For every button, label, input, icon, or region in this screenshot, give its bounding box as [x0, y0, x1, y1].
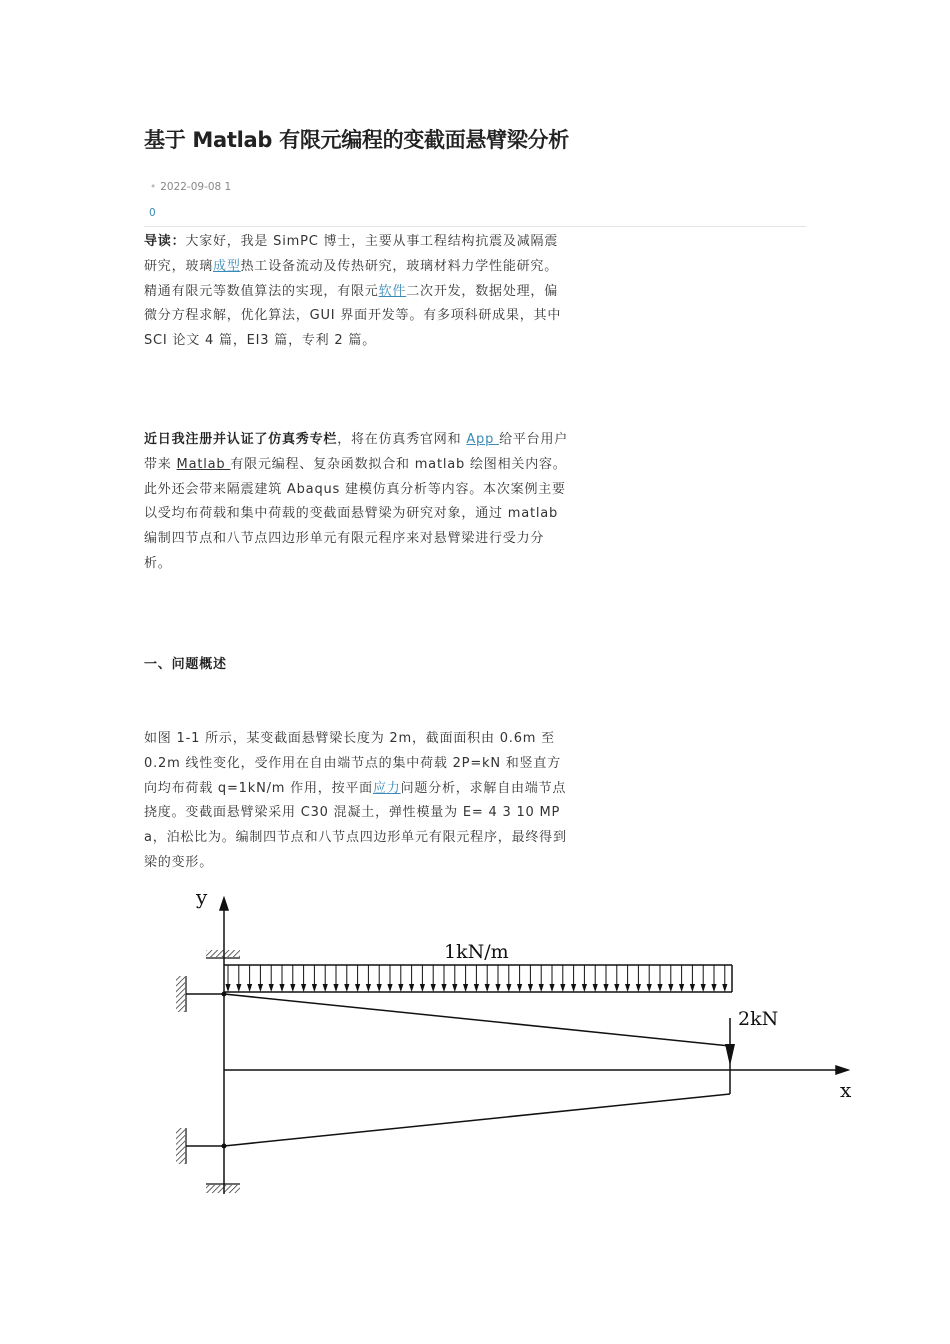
- point-load-arrowhead: [725, 1044, 735, 1066]
- load-arrow-head: [549, 984, 554, 992]
- load-arrow-head: [485, 984, 490, 992]
- section-heading: 一、问题概述: [144, 657, 227, 672]
- column-bold: 近日我注册并认证了仿真秀专栏: [144, 432, 338, 447]
- load-arrow-head: [344, 984, 349, 992]
- load-arrow-head: [668, 984, 673, 992]
- load-arrow-head: [355, 984, 360, 992]
- load-arrow-head: [258, 984, 263, 992]
- problem-text-2: 问题分析，求解自由端节点挠度。变截面悬臂梁采用 C30 混凝土，弹性模量为 E= 4 3 10 MPa，泊松比为。编制四节点和八节点四边形单元有限元程序，最终得到梁的变形。: [144, 780, 567, 870]
- load-arrow-head: [603, 984, 608, 992]
- beam-bottom-edge: [224, 1094, 730, 1146]
- link-stress[interactable]: 应力: [372, 780, 401, 796]
- publish-date: 2022-09-08 1: [160, 181, 232, 193]
- load-arrow-head: [312, 984, 317, 992]
- load-arrow-head: [679, 984, 684, 992]
- dist-load-label: 1kN/m: [444, 941, 509, 963]
- support-hatch-top: [206, 950, 240, 957]
- load-arrow-head: [582, 984, 587, 992]
- problem-text-1: 如图 1-1 所示，某变截面悬臂梁长度为 2m，截面面积由 0.6m 至 0.2m 线性变化，受作用在自由端节点的集中荷载 2P=kN 和竖直方向均布荷载 q=1kN/m 作用，按平面: [144, 731, 561, 796]
- view-count[interactable]: 0: [149, 207, 156, 219]
- load-arrow-head: [636, 984, 641, 992]
- load-arrow-head: [474, 984, 479, 992]
- support-hatch-left-lower: [176, 1128, 185, 1164]
- load-arrow-head: [625, 984, 630, 992]
- load-arrow-head: [614, 984, 619, 992]
- support-hatch-bottom: [206, 1185, 240, 1193]
- bullet-icon: •: [150, 181, 157, 193]
- load-arrow-head: [333, 984, 338, 992]
- load-arrow-head: [722, 984, 727, 992]
- intro-label: 导读：: [144, 234, 186, 249]
- link-forming[interactable]: 成型: [213, 258, 241, 274]
- y-axis-label: y: [196, 885, 208, 909]
- load-arrow-head: [506, 984, 511, 992]
- load-arrow-head: [387, 984, 392, 992]
- divider: [144, 226, 806, 227]
- column-text-3: 有限元编程、复杂函数拟合和 matlab 绘图相关内容。此外还会带来隔震建筑 Abaqus 建模仿真分析等内容。本次案例主要以受均布荷载和集中荷载的变截面悬臂梁为研究对象，通过 matlab 编制四节点和八节点四边形单元有限元程序来对悬臂梁进行受力分析。: [144, 456, 567, 571]
- load-arrow-head: [301, 984, 306, 992]
- load-arrow-head: [420, 984, 425, 992]
- load-arrow-head: [647, 984, 652, 992]
- y-axis-arrow: [220, 898, 228, 910]
- load-arrow-head: [409, 984, 414, 992]
- load-arrow-head: [225, 984, 230, 992]
- intro-text-3: 二次开发，数据处理，偏微分方程求解，优化算法，GUI 界面开发等。有多项科研成果，其中 SCI 论文 4 篇，EI3 篇，专利 2 篇。: [144, 283, 562, 349]
- intro-paragraph: [144, 230, 569, 354]
- x-axis-label: x: [840, 1078, 852, 1102]
- load-arrow-head: [323, 984, 328, 992]
- load-arrow-head: [539, 984, 544, 992]
- node-bottom: [222, 1144, 227, 1149]
- article-title: 基于 Matlab 有限元编程的变截面悬臂梁分析: [144, 128, 569, 152]
- column-paragraph: [144, 428, 569, 577]
- load-arrow-head: [593, 984, 598, 992]
- load-arrow-head: [247, 984, 252, 992]
- support-hatch-left-upper: [176, 976, 185, 1012]
- intro-text-2: 热工设备流动及传热研究，玻璃材料力学性能研究。精通有限元等数值算法的实现，有限元: [144, 258, 559, 299]
- beam-top-edge: [224, 994, 730, 1046]
- problem-paragraph: [144, 727, 569, 876]
- load-arrow-head: [290, 984, 295, 992]
- load-arrow-head: [441, 984, 446, 992]
- beam-figure: [170, 884, 860, 1202]
- link-software[interactable]: 软件: [378, 283, 407, 299]
- load-arrow-head: [431, 984, 436, 992]
- column-text-1: ，将在仿真秀官网和: [337, 432, 467, 447]
- load-arrow-head: [571, 984, 576, 992]
- load-arrow-head: [517, 984, 522, 992]
- column-text-2: 给平台用户带来: [144, 432, 569, 472]
- article-meta: [150, 181, 231, 193]
- load-arrow-head: [560, 984, 565, 992]
- load-arrow-head: [711, 984, 716, 992]
- load-arrow-head: [452, 984, 457, 992]
- load-arrow-head: [366, 984, 371, 992]
- load-arrow-head: [701, 984, 706, 992]
- load-arrow-head: [690, 984, 695, 992]
- load-arrow-head: [377, 984, 382, 992]
- load-arrow-head: [463, 984, 468, 992]
- load-arrow-head: [269, 984, 274, 992]
- load-arrow-head: [657, 984, 662, 992]
- load-arrow-head: [398, 984, 403, 992]
- link-app[interactable]: App: [466, 432, 500, 447]
- matlab-underlined: Matlab: [176, 456, 231, 472]
- intro-text-1: 大家好，我是 SimPC 博士，主要从事工程结构抗震及减隔震研究，玻璃: [144, 234, 559, 274]
- load-arrow-head: [495, 984, 500, 992]
- load-arrow-head: [528, 984, 533, 992]
- x-axis-arrow: [836, 1066, 848, 1074]
- point-load-label: 2kN: [738, 1008, 779, 1030]
- load-arrow-head: [279, 984, 284, 992]
- load-arrow-head: [236, 984, 241, 992]
- node-top: [222, 992, 227, 997]
